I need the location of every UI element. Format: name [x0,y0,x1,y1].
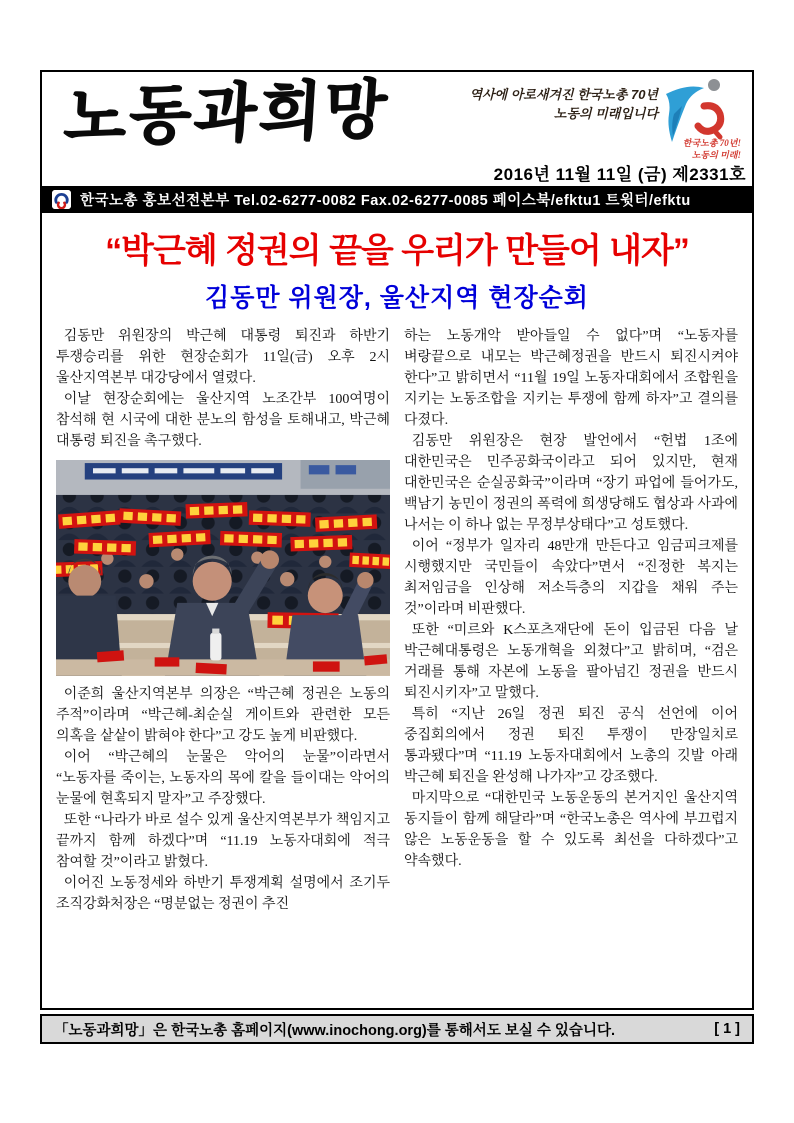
slogan-line-2: 노동의 미래입니다 [553,105,658,121]
right-column [404,326,738,915]
issue-date-line: 2016년 11월 11일 (금) 제2331호 [493,165,746,184]
page-number: [ 1 ] [714,1021,740,1037]
paragraph: 이날 현장순회에는 울산지역 노조간부 100여명이 참석해 현 시국에 대한 분노의 함성을 토해내고, 박근혜 대통령 퇴진을 촉구했다. [56,392,390,449]
masthead [42,72,752,186]
logo-caption-line-1: 한국노총 70년! [682,138,741,148]
rally-photo-illustration [56,460,390,676]
paragraph: 또한 “미르와 K스포츠재단에 돈이 입금된 다음 날 박근혜대통령은 노동개혁을 외쳤다”고 밝히며, “검은 거래를 통해 자본에 노동을 팔아넘긴 정권을 반드시 퇴진시키자”고 말했다. [404,623,738,701]
article-body [42,322,752,915]
fktu-70th-anniversary-logo-icon [658,76,742,162]
paragraph: 이어 “박근혜의 눈물은 악어의 눈물”이라면서 “노동자를 죽이는, 노동자의 목에 칼을 들이대는 악어의 눈물에 현혹되지 말자”고 주장했다. [56,749,390,807]
footer-bar [40,1014,754,1044]
anniversary-slogan [469,86,658,124]
logo-caption-line-2: 노동의 미래! [691,150,741,160]
paragraph: 마지막으로 “대한민국 노동운동의 본거지인 울산지역 동지들이 함께 해달라”며 “한국노총은 역사에 부끄럽지 않은 노동운동을 할 수 있도록 최선을 다하겠다”고 약속했다. [404,791,738,869]
paragraph: 특히 “지난 26일 정권 퇴진 공식 선언에 이어 중집회의에서 정권 퇴진 투쟁이 만장일치로 통과됐다”며 “11.19 노동자대회에서 노총의 깃발 아래 박근혜 퇴진을 완성해 나가자”고 강조했다. [404,707,738,785]
paragraph: 이어진 노동정세와 하반기 투쟁계획 설명에서 조기두 조직강화처장은 “명분없는 정권이 추진 [56,875,390,912]
publisher-contact-text: 한국노총 홍보선전본부 Tel.02-6277-0082 Fax.02-6277-0085 페이스북/efktu1 트윗터/efktu [80,193,691,209]
newsletter-title: 노동과희망 [61,71,391,156]
paragraph: 김동만 위원장의 박근혜 대통령 퇴진과 하반기 투쟁승리를 위한 현장순회가 11일(금) 오후 2시 울산지역본부 대강당에서 열렸다. [56,329,390,386]
paragraph: 김동만 위원장은 현장 발언에서 “헌법 1조에 대한민국은 민주공화국이라고 되어 있지만, 현재 대한민국은 순실공화국”이라며 “장기 파업에 들어가도, 백남기 농민이 정권의 폭력에 희생당해도 협상과 사과에 나서는 이 하나 없는 무정부상태다”고 성토했다. [404,434,738,533]
content-frame [40,70,754,1010]
footer-homepage-notice: 「노동과희망」은 한국노총 홈페이지(www.inochong.org)를 통해서도 보실 수 있습니다. [54,1022,615,1039]
slogan-line-1: 역사에 아로새겨진 한국노총 70년 [469,87,658,102]
paragraph: 또한 “나라가 바로 설수 있게 울산지역본부가 책임지고 끝까지 함께 하겠다”며 “11.19 노동자대회에 적극 참여할 것”이라고 밝혔다. [56,812,390,870]
paragraph: 이준희 울산지역본부 의장은 “박근혜 정권은 노동의 주적”이라며 “박근혜-최순실 게이트와 관련한 모든 의혹을 샅샅이 밝혀야 한다”고 강도 높게 비판했다. [56,686,390,744]
sub-headline: 김동만 위원장, 울산지역 현장순회 [205,284,589,312]
left-column [56,326,390,915]
paragraph: 이어 “정부가 일자리 48만개 만든다고 임금피크제를 시행했지만 국민들이 속았다”면서 “진정한 복지는 최저임금을 인상해 저소득층의 지갑을 채워 주는 것”이라며 비판했다. [404,539,738,617]
main-headline: “박근혜 정권의 끝을 우리가 만들어 내자” [105,232,689,270]
fktu-emblem-icon [52,190,71,209]
paragraph: 하는 노동개악 받아들일 수 없다”며 “노동자를 벼랑끝으로 내모는 박근혜정권을 반드시 퇴진시켜야 한다”고 밝히면서 “11월 19일 노동자대회에서 조합원을 지키는 노동조합을 지키는 투쟁에 함께 하자”고 결의를 다졌다. [404,329,738,428]
publisher-info-bar [42,186,752,213]
rally-photo [56,460,390,676]
